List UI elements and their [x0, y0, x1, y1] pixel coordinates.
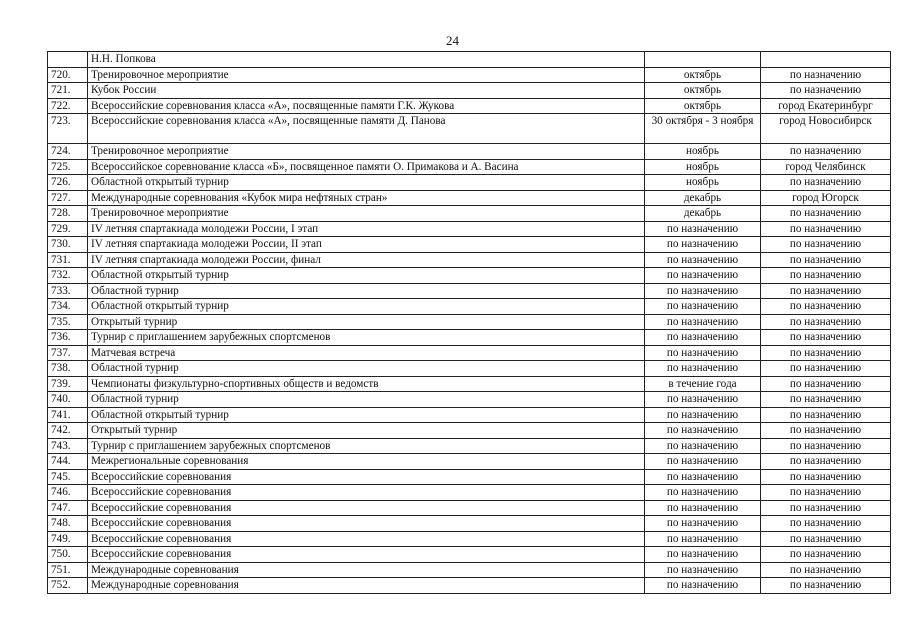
row-number: 721.: [48, 83, 88, 99]
event-name: Тренировочное мероприятие: [88, 206, 645, 222]
table-row: [48, 67, 891, 83]
event-date: декабрь: [645, 190, 761, 206]
row-number: 744.: [48, 454, 88, 470]
event-place: по назначению: [761, 392, 891, 408]
event-date: по назначению: [645, 423, 761, 439]
event-name: Всероссийские соревнования: [88, 485, 645, 501]
event-place: по назначению: [761, 469, 891, 485]
table-row: [48, 159, 891, 175]
event-date: октябрь: [645, 98, 761, 114]
event-name: Кубок России: [88, 83, 645, 99]
event-date: по назначению: [645, 500, 761, 516]
table-row: [48, 268, 891, 284]
event-place: по назначению: [761, 283, 891, 299]
event-place: по назначению: [761, 144, 891, 160]
event-place: по назначению: [761, 175, 891, 191]
event-place: по назначению: [761, 531, 891, 547]
event-date: по назначению: [645, 516, 761, 532]
table-row: [48, 221, 891, 237]
row-number: 733.: [48, 283, 88, 299]
event-name: Всероссийские соревнования класса «А», посвященные памяти Г.К. Жукова: [88, 98, 645, 114]
table-row: [48, 392, 891, 408]
event-name: Всероссийские соревнования: [88, 531, 645, 547]
table-row: [48, 562, 891, 578]
row-number: 739.: [48, 376, 88, 392]
event-date: декабрь: [645, 206, 761, 222]
row-number: 734.: [48, 299, 88, 315]
coach-name: Н.Н. Попкова: [88, 52, 645, 68]
row-number: [48, 52, 88, 68]
event-date: по назначению: [645, 361, 761, 377]
row-number: 727.: [48, 190, 88, 206]
event-date: по назначению: [645, 237, 761, 253]
row-number: 747.: [48, 500, 88, 516]
event-place: по назначению: [761, 361, 891, 377]
event-date: по назначению: [645, 330, 761, 346]
event-name: Международные соревнования «Кубок мира нефтяных стран»: [88, 190, 645, 206]
event-name: IV летняя спартакиада молодежи России, I этап: [88, 221, 645, 237]
event-place: по назначению: [761, 345, 891, 361]
event-name: Всероссийские соревнования класса «А», посвященные памяти Д. Панова: [88, 114, 645, 144]
event-name: IV летняя спартакиада молодежи России, финал: [88, 252, 645, 268]
event-date: по назначению: [645, 547, 761, 563]
row-number: 737.: [48, 345, 88, 361]
table-row: [48, 252, 891, 268]
event-place: [761, 52, 891, 68]
event-place: по назначению: [761, 578, 891, 594]
row-number: 722.: [48, 98, 88, 114]
row-number: 732.: [48, 268, 88, 284]
event-place: по назначению: [761, 221, 891, 237]
event-name: Областной открытый турнир: [88, 268, 645, 284]
table-row: [48, 500, 891, 516]
table-row: [48, 330, 891, 346]
event-place: по назначению: [761, 500, 891, 516]
event-name: IV летняя спартакиада молодежи России, II этап: [88, 237, 645, 253]
table-row: [48, 206, 891, 222]
table-row: [48, 314, 891, 330]
event-name: Всероссийские соревнования: [88, 547, 645, 563]
row-number: 742.: [48, 423, 88, 439]
event-place: по назначению: [761, 407, 891, 423]
event-name: Международные соревнования: [88, 562, 645, 578]
event-date: в течение года: [645, 376, 761, 392]
row-number: 743.: [48, 438, 88, 454]
table-row: [48, 454, 891, 470]
event-date: по назначению: [645, 392, 761, 408]
event-place: по назначению: [761, 206, 891, 222]
event-name: Областной турнир: [88, 361, 645, 377]
event-place: по назначению: [761, 299, 891, 315]
event-name: Всероссийские соревнования: [88, 516, 645, 532]
event-place: по назначению: [761, 485, 891, 501]
event-date: по назначению: [645, 407, 761, 423]
event-name: Открытый турнир: [88, 423, 645, 439]
page-number: 24: [446, 33, 459, 48]
event-date: ноябрь: [645, 175, 761, 191]
row-number: 752.: [48, 578, 88, 594]
event-name: Матчевая встреча: [88, 345, 645, 361]
table-row: [48, 299, 891, 315]
event-place: по назначению: [761, 67, 891, 83]
row-number: 736.: [48, 330, 88, 346]
event-place: по назначению: [761, 438, 891, 454]
row-number: 731.: [48, 252, 88, 268]
event-date: октябрь: [645, 83, 761, 99]
event-place: по назначению: [761, 547, 891, 563]
event-name: Тренировочное мероприятие: [88, 144, 645, 160]
table-row: [48, 283, 891, 299]
row-number: 741.: [48, 407, 88, 423]
event-place: по назначению: [761, 454, 891, 470]
event-date: 30 октября - 3 ноября: [645, 114, 761, 144]
row-number: 730.: [48, 237, 88, 253]
event-name: Межрегиональные соревнования: [88, 454, 645, 470]
row-number: 749.: [48, 531, 88, 547]
event-name: Всероссийские соревнования: [88, 469, 645, 485]
row-number: 750.: [48, 547, 88, 563]
event-name: Областной открытый турнир: [88, 299, 645, 315]
event-place: по назначению: [761, 423, 891, 439]
table-row: [48, 485, 891, 501]
event-date: ноябрь: [645, 144, 761, 160]
events-table: [47, 51, 891, 594]
event-name: Международные соревнования: [88, 578, 645, 594]
event-name: Турнир с приглашением зарубежных спортсменов: [88, 330, 645, 346]
table-row: [48, 175, 891, 191]
row-number: 723.: [48, 114, 88, 144]
row-number: 748.: [48, 516, 88, 532]
table-row: [48, 531, 891, 547]
event-date: по назначению: [645, 299, 761, 315]
event-place: по назначению: [761, 314, 891, 330]
event-place: город Челябинск: [761, 159, 891, 175]
row-number: 724.: [48, 144, 88, 160]
row-number: 740.: [48, 392, 88, 408]
event-name: Тренировочное мероприятие: [88, 67, 645, 83]
event-place: город Екатеринбург: [761, 98, 891, 114]
event-place: город Новосибирск: [761, 114, 891, 144]
event-date: [645, 52, 761, 68]
event-name: Областной открытый турнир: [88, 175, 645, 191]
table-row: [48, 52, 891, 68]
row-number: 745.: [48, 469, 88, 485]
table-row: [48, 237, 891, 253]
event-date: по назначению: [645, 268, 761, 284]
event-name: Областной турнир: [88, 392, 645, 408]
table-row: [48, 407, 891, 423]
event-name: Областной открытый турнир: [88, 407, 645, 423]
event-date: октябрь: [645, 67, 761, 83]
table-row: [48, 547, 891, 563]
event-place: по назначению: [761, 376, 891, 392]
event-name: Всероссийские соревнования: [88, 500, 645, 516]
event-name: Чемпионаты физкультурно-спортивных обществ и ведомств: [88, 376, 645, 392]
row-number: 726.: [48, 175, 88, 191]
table-row: [48, 423, 891, 439]
table-row: [48, 438, 891, 454]
event-place: по назначению: [761, 330, 891, 346]
table-row: [48, 516, 891, 532]
table-row: [48, 376, 891, 392]
table-row: [48, 190, 891, 206]
table-row: [48, 114, 891, 144]
event-date: по назначению: [645, 283, 761, 299]
row-number: 738.: [48, 361, 88, 377]
event-date: по назначению: [645, 345, 761, 361]
row-number: 746.: [48, 485, 88, 501]
event-date: по назначению: [645, 469, 761, 485]
event-date: по назначению: [645, 454, 761, 470]
event-place: по назначению: [761, 562, 891, 578]
event-date: по назначению: [645, 438, 761, 454]
event-place: по назначению: [761, 83, 891, 99]
table-row: [48, 578, 891, 594]
event-date: ноябрь: [645, 159, 761, 175]
table-row: [48, 98, 891, 114]
event-date: по назначению: [645, 252, 761, 268]
row-number: 729.: [48, 221, 88, 237]
row-number: 725.: [48, 159, 88, 175]
table-row: [48, 144, 891, 160]
events-table-body: [48, 52, 891, 594]
event-place: по назначению: [761, 268, 891, 284]
event-date: по назначению: [645, 531, 761, 547]
event-name: Всероссийское соревнование класса «Б», посвященное памяти О. Примакова и А. Васина: [88, 159, 645, 175]
event-date: по назначению: [645, 314, 761, 330]
event-date: по назначению: [645, 562, 761, 578]
table-row: [48, 345, 891, 361]
event-place: город Югорск: [761, 190, 891, 206]
event-place: по назначению: [761, 252, 891, 268]
event-date: по назначению: [645, 221, 761, 237]
row-number: 720.: [48, 67, 88, 83]
event-name: Открытый турнир: [88, 314, 645, 330]
row-number: 751.: [48, 562, 88, 578]
event-place: по назначению: [761, 516, 891, 532]
event-name: Турнир с приглашением зарубежных спортсменов: [88, 438, 645, 454]
event-date: по назначению: [645, 578, 761, 594]
table-row: [48, 361, 891, 377]
event-name: Областной турнир: [88, 283, 645, 299]
row-number: 728.: [48, 206, 88, 222]
event-place: по назначению: [761, 237, 891, 253]
table-row: [48, 469, 891, 485]
table-row: [48, 83, 891, 99]
event-date: по назначению: [645, 485, 761, 501]
row-number: 735.: [48, 314, 88, 330]
